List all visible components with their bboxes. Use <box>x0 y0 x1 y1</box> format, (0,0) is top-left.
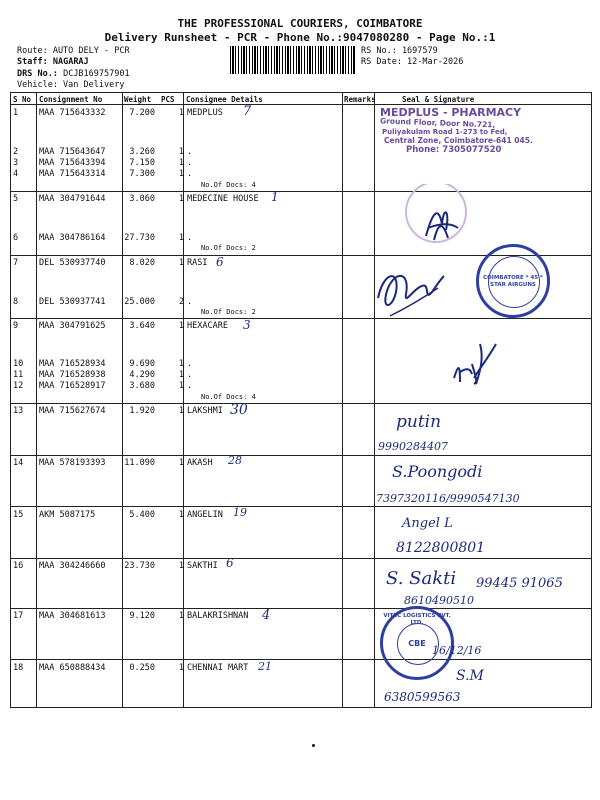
row-divider <box>10 403 592 404</box>
row-consignment: MAA 715627674 <box>39 406 106 416</box>
stamp-line: Phone: 7305077520 <box>406 145 502 155</box>
rs-number: RS No.: 1697579 <box>361 46 438 56</box>
column-divider <box>122 92 123 707</box>
row-sno: 16 <box>13 561 24 571</box>
row-consignee: MEDPLUS <box>187 108 223 118</box>
row-consignee: SAKTHI <box>187 561 218 571</box>
row-consignment: MAA 716528938 <box>39 370 106 380</box>
row-pcs: 1 <box>178 663 184 673</box>
stamp-line: Ground Floor, Door No.721, <box>379 116 496 130</box>
rs-date: RS Date: 12-Mar-2026 <box>361 57 464 67</box>
row-consignee: AKASH <box>187 458 213 468</box>
table-top-border <box>10 92 592 93</box>
row-pcs: 1 <box>178 233 184 243</box>
row-consignee: RASI <box>187 258 208 268</box>
signature-phone: 7397320116/9990547130 <box>376 492 520 505</box>
signature-date: 16/12/16 <box>432 644 482 657</box>
row-consignment: MAA 650888434 <box>39 663 106 673</box>
row-pcs: 1 <box>178 258 184 268</box>
signature-name: S. Sakti <box>386 568 457 589</box>
row-consignment: DEL 530937740 <box>39 258 106 268</box>
row-pcs: 2 <box>178 297 184 307</box>
drs-number <box>17 69 130 79</box>
row-weight: 25.000 <box>124 297 155 307</box>
row-sno: 10 <box>13 359 24 369</box>
row-weight: 3.060 <box>129 194 155 204</box>
row-consignment: MAA 715643332 <box>39 108 106 118</box>
row-consignee: . <box>187 233 193 243</box>
drs-label: DRS No.: <box>17 69 58 79</box>
row-weight: 9.690 <box>129 359 155 369</box>
row-divider <box>10 659 592 660</box>
row-divider <box>10 506 592 507</box>
row-consignee: MEDECINE HOUSE <box>187 194 259 204</box>
row-consignee: LAKSHMI <box>187 406 223 416</box>
row-pcs: 1 <box>178 406 184 416</box>
table-bottom-border <box>10 707 592 708</box>
row-consignment: MAA 716528934 <box>39 359 106 369</box>
stray-mark <box>312 744 315 747</box>
docs-count: No.Of Docs: 4 <box>201 393 256 401</box>
row-divider <box>10 455 592 456</box>
row-sno: 8 <box>13 297 19 307</box>
row-consignment: MAA 715643647 <box>39 147 106 157</box>
col-header-sno: S No <box>13 95 32 104</box>
signature-phone: 8122800801 <box>396 540 486 556</box>
row-consignment: MAA 578193393 <box>39 458 106 468</box>
row-sno: 6 <box>13 233 19 243</box>
row-consignee: ANGELIN <box>187 510 223 520</box>
row-pcs: 1 <box>178 359 184 369</box>
staff-value: NAGARAJ <box>52 57 89 67</box>
row-sno: 15 <box>13 510 24 520</box>
row-pcs: 1 <box>178 158 184 168</box>
row-sno: 2 <box>13 147 19 157</box>
row-pcs: 1 <box>178 370 184 380</box>
row-sno: 12 <box>13 381 24 391</box>
column-divider <box>10 92 11 707</box>
row-weight: 3.260 <box>129 147 155 157</box>
handwritten-mark: 3 <box>243 318 251 332</box>
row-divider <box>10 318 592 319</box>
drs-value: DCJB169757901 <box>63 69 130 79</box>
row-weight: 11.090 <box>124 458 155 468</box>
signature-phone: 9990284407 <box>378 440 448 453</box>
column-divider <box>374 92 375 707</box>
handwritten-mark: 4 <box>262 608 271 623</box>
signature-name: putin <box>396 412 442 432</box>
handwritten-mark: 1 <box>271 190 279 204</box>
docs-count: No.Of Docs: 2 <box>201 308 256 316</box>
row-consignee: . <box>187 370 193 380</box>
row-sno: 7 <box>13 258 19 268</box>
row-weight: 23.730 <box>124 561 155 571</box>
handwritten-mark: 21 <box>258 660 272 673</box>
row-consignment: MAA 715643394 <box>39 158 106 168</box>
signature-row7 <box>370 258 448 318</box>
col-header-weight: Weight <box>124 95 152 104</box>
row-sno: 14 <box>13 458 24 468</box>
row-sno: 13 <box>13 406 24 416</box>
col-header-remarks: Remarks <box>344 95 376 104</box>
column-divider <box>591 92 592 707</box>
signature-name: S.M <box>456 668 484 684</box>
route: Route: AUTO DELY - PCR <box>17 46 130 56</box>
handwritten-mark: 30 <box>230 402 248 418</box>
row-pcs: 1 <box>178 458 184 468</box>
row-weight: 8.020 <box>129 258 155 268</box>
row-consignee: . <box>187 359 193 369</box>
stamp-center: CBE <box>408 639 426 648</box>
row-pcs: 1 <box>178 194 184 204</box>
row-consignee: . <box>187 158 193 168</box>
row-sno: 17 <box>13 611 24 621</box>
signature-phone: 6380599563 <box>384 690 461 704</box>
col-header-consignment: Consignment No <box>39 95 103 104</box>
row-weight: 27.730 <box>124 233 155 243</box>
row-weight: 9.120 <box>129 611 155 621</box>
row-pcs: 1 <box>178 611 184 621</box>
row-divider <box>10 608 592 609</box>
column-divider <box>36 92 37 707</box>
runsheet-title: Delivery Runsheet - PCR - Phone No.:9047080280 - Page No.:1 <box>104 31 496 44</box>
row-pcs: 1 <box>178 147 184 157</box>
row-weight: 1.920 <box>129 406 155 416</box>
docs-count: No.Of Docs: 2 <box>201 244 256 252</box>
star-airguns-stamp <box>476 244 550 318</box>
medplus-stamp <box>370 106 533 155</box>
row-weight: 7.200 <box>129 108 155 118</box>
row-pcs: 1 <box>178 108 184 118</box>
row-weight: 7.150 <box>129 158 155 168</box>
handwritten-mark: 7 <box>243 104 252 119</box>
row-pcs: 1 <box>178 510 184 520</box>
col-header-consignee: Consignee Details <box>186 95 263 104</box>
row-pcs: 1 <box>178 561 184 571</box>
row-weight: 0.250 <box>129 663 155 673</box>
row-consignee: . <box>187 381 193 391</box>
table-header-border <box>10 104 592 105</box>
company-name: THE PROFESSIONAL COURIERS, COIMBATORE <box>177 17 423 30</box>
row-pcs: 1 <box>178 169 184 179</box>
docs-count: No.Of Docs: 4 <box>201 181 256 189</box>
column-divider <box>342 92 343 707</box>
row-sno: 1 <box>13 108 19 118</box>
stamp-line: MEDPLUS - PHARMACY <box>380 106 522 119</box>
row-consignment: MAA 304681613 <box>39 611 106 621</box>
row-pcs: 1 <box>178 381 184 391</box>
row-sno: 5 <box>13 194 19 204</box>
row-divider <box>10 191 592 192</box>
row-sno: 4 <box>13 169 19 179</box>
barcode <box>230 46 356 74</box>
row-consignment: MAA 716528917 <box>39 381 106 391</box>
row-consignee: CHENNAI MART <box>187 663 249 673</box>
row-divider <box>10 558 592 559</box>
row-weight: 3.640 <box>129 321 155 331</box>
handwritten-mark: 6 <box>216 255 224 269</box>
staff <box>17 57 89 67</box>
row-consignment: MAA 304791644 <box>39 194 106 204</box>
stamp-line: VITEC LOGISTICS PVT. LTD. <box>383 613 451 626</box>
handwritten-mark: 6 <box>226 556 234 570</box>
row-consignee: . <box>187 169 193 179</box>
row-consignee: BALAKRISHNAN <box>187 611 249 621</box>
signature-name: S.Poongodi <box>392 462 483 481</box>
row-consignment: MAA 304786164 <box>39 233 106 243</box>
staff-label: Staff: <box>17 57 48 67</box>
logistics-stamp <box>380 606 454 680</box>
col-header-pcs: PCS <box>161 95 175 104</box>
row-sno: 18 <box>13 663 24 673</box>
signature-phone: 99445 91065 <box>476 576 563 591</box>
signature-phone: 8610490510 <box>404 594 474 607</box>
row-consignee: . <box>187 147 193 157</box>
signature-row5 <box>398 184 490 254</box>
signature-row9 <box>450 338 500 390</box>
handwritten-mark: 28 <box>228 454 242 467</box>
row-consignee: . <box>187 297 193 307</box>
row-sno: 11 <box>13 370 24 380</box>
row-sno: 9 <box>13 321 19 331</box>
row-consignee: HEXACARE <box>187 321 228 331</box>
row-consignment: DEL 530937741 <box>39 297 106 307</box>
vehicle: Vehicle: Van Delivery <box>17 80 125 90</box>
row-consignment: MAA 715643314 <box>39 169 106 179</box>
stamp-line: Puliyakulam Road 1-273 to Fed, <box>382 128 508 136</box>
row-consignment: MAA 304791625 <box>39 321 106 331</box>
row-pcs: 1 <box>178 321 184 331</box>
signature-name: Angel L <box>402 516 453 531</box>
row-consignment: AKM 5087175 <box>39 510 96 520</box>
stamp-line: Central Zone, Coimbatore-641 045. <box>384 136 533 145</box>
row-weight: 5.400 <box>129 510 155 520</box>
row-consignment: MAA 304246660 <box>39 561 106 571</box>
row-weight: 7.300 <box>129 169 155 179</box>
handwritten-mark: 19 <box>233 506 247 519</box>
row-weight: 3.680 <box>129 381 155 391</box>
col-header-seal: Seal & Signature <box>402 95 475 104</box>
row-sno: 3 <box>13 158 19 168</box>
row-weight: 4.290 <box>129 370 155 380</box>
stamp-line: COIMBATORE * 45 * STAR AIRGUNS <box>483 275 543 288</box>
